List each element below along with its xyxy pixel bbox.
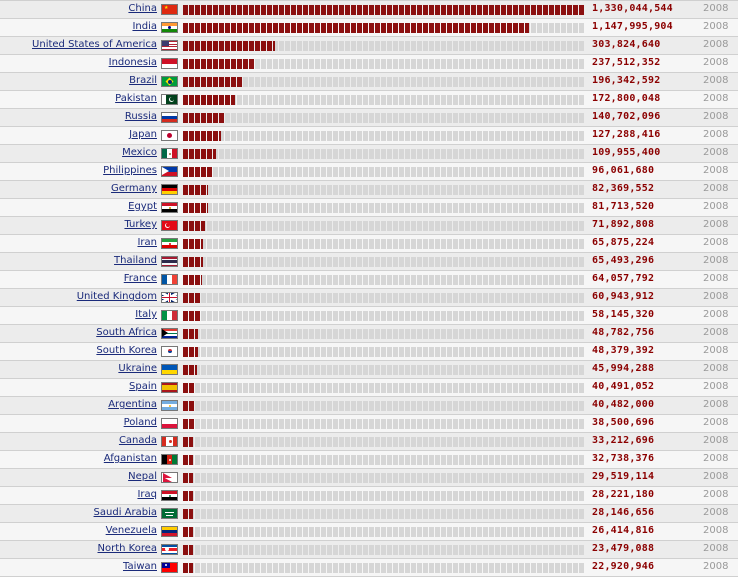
italy-flag-icon: [161, 310, 178, 321]
population-value: 33,212,696: [592, 435, 655, 446]
country-link[interactable]: Iran: [137, 237, 157, 248]
north-korea-flag-icon: [161, 544, 178, 555]
country-link[interactable]: North Korea: [97, 543, 157, 554]
bar-fill: [183, 347, 198, 357]
bar-fill: [183, 167, 212, 177]
table-row: [0, 361, 738, 379]
country-link[interactable]: China: [128, 3, 157, 14]
country-link[interactable]: India: [132, 21, 157, 32]
table-row: [0, 469, 738, 487]
country-link[interactable]: Nepal: [128, 471, 157, 482]
population-value: 65,875,224: [592, 237, 655, 248]
table-row: [0, 145, 738, 163]
population-value: 58,145,320: [592, 309, 655, 320]
table-row: [0, 415, 738, 433]
table-row: [0, 451, 738, 469]
table-row: [0, 19, 738, 37]
country-link[interactable]: Pakistan: [115, 93, 157, 104]
bar-track: [183, 347, 584, 357]
country-link[interactable]: Turkey: [124, 219, 157, 230]
bar-fill: [183, 257, 203, 267]
table-row: [0, 487, 738, 505]
country-link[interactable]: United Kingdom: [76, 291, 157, 302]
india-flag-icon: [161, 22, 178, 33]
bar-track: [183, 455, 584, 465]
population-value: 40,482,000: [592, 399, 655, 410]
country-link[interactable]: Indonesia: [108, 57, 157, 68]
bar-track: [183, 527, 584, 537]
population-value: 172,800,048: [592, 93, 661, 104]
table-row: [0, 73, 738, 91]
country-link[interactable]: Iraq: [137, 489, 157, 500]
bar-track: [183, 167, 584, 177]
bar-fill: [183, 23, 529, 33]
bar-fill: [183, 77, 242, 87]
year-label: 2008: [703, 561, 729, 572]
country-link[interactable]: Canada: [118, 435, 157, 446]
population-value: 127,288,416: [592, 129, 661, 140]
bar-fill: [183, 545, 193, 555]
population-value: 1,330,044,544: [592, 3, 673, 14]
table-row: [0, 127, 738, 145]
population-value: 303,824,640: [592, 39, 661, 50]
country-link[interactable]: Spain: [129, 381, 157, 392]
country-link[interactable]: Germany: [111, 183, 157, 194]
bar-track: [183, 239, 584, 249]
country-link[interactable]: Thailand: [114, 255, 157, 266]
spain-flag-icon: [161, 382, 178, 393]
bar-fill: [183, 383, 195, 393]
year-label: 2008: [703, 129, 729, 140]
population-value: 40,491,052: [592, 381, 655, 392]
population-value: 29,519,114: [592, 471, 655, 482]
year-label: 2008: [703, 273, 729, 284]
country-link[interactable]: Venezuela: [105, 525, 157, 536]
year-label: 2008: [703, 489, 729, 500]
table-row: [0, 253, 738, 271]
bar-track: [183, 491, 584, 501]
year-label: 2008: [703, 147, 729, 158]
france-flag-icon: [161, 274, 178, 285]
country-link[interactable]: Japan: [129, 129, 157, 140]
thailand-flag-icon: [161, 256, 178, 267]
bar-track: [183, 509, 584, 519]
population-value: 38,500,696: [592, 417, 655, 428]
table-row: [0, 523, 738, 541]
bar-track: [183, 275, 584, 285]
bar-track: [183, 419, 584, 429]
year-label: 2008: [703, 183, 729, 194]
country-link[interactable]: Philippines: [103, 165, 157, 176]
population-value: 48,782,756: [592, 327, 655, 338]
afghanistan-flag-icon: [161, 454, 178, 465]
bar-fill: [183, 527, 193, 537]
bar-fill: [183, 95, 235, 105]
taiwan-flag-icon: [161, 562, 178, 573]
indonesia-flag-icon: [161, 58, 178, 69]
russia-flag-icon: [161, 112, 178, 123]
population-value: 196,342,592: [592, 75, 661, 86]
year-label: 2008: [703, 327, 729, 338]
year-label: 2008: [703, 345, 729, 356]
country-link[interactable]: Mexico: [122, 147, 157, 158]
bar-track: [183, 383, 584, 393]
population-value: 32,738,376: [592, 453, 655, 464]
bar-track: [183, 473, 584, 483]
table-row: [0, 217, 738, 235]
iran-flag-icon: [161, 238, 178, 249]
year-label: 2008: [703, 363, 729, 374]
year-label: 2008: [703, 453, 729, 464]
bar-track: [183, 95, 584, 105]
bar-fill: [183, 419, 195, 429]
poland-flag-icon: [161, 418, 178, 429]
bar-fill: [183, 203, 208, 213]
population-value: 1,147,995,904: [592, 21, 673, 32]
bar-track: [183, 203, 584, 213]
bar-fill: [183, 149, 216, 159]
uk-flag-icon: [161, 292, 178, 303]
bar-fill: [183, 311, 201, 321]
year-label: 2008: [703, 471, 729, 482]
year-label: 2008: [703, 111, 729, 122]
bar-track: [183, 437, 584, 447]
population-value: 71,892,808: [592, 219, 655, 230]
table-row: [0, 1, 738, 19]
pakistan-flag-icon: [161, 94, 178, 105]
country-link[interactable]: Russia: [124, 111, 157, 122]
brazil-flag-icon: [161, 76, 178, 87]
population-value: 45,994,288: [592, 363, 655, 374]
table-row: [0, 235, 738, 253]
bar-track: [183, 131, 584, 141]
table-row: [0, 91, 738, 109]
bar-fill: [183, 437, 193, 447]
egypt-flag-icon: [161, 202, 178, 213]
table-row: [0, 37, 738, 55]
table-row: [0, 505, 738, 523]
population-value: 48,379,392: [592, 345, 655, 356]
turkey-flag-icon: [161, 220, 178, 231]
bar-track: [183, 185, 584, 195]
table-row: [0, 109, 738, 127]
year-label: 2008: [703, 417, 729, 428]
table-row: [0, 325, 738, 343]
population-value: 237,512,352: [592, 57, 661, 68]
year-label: 2008: [703, 255, 729, 266]
country-link[interactable]: Argentina: [108, 399, 157, 410]
south-korea-flag-icon: [161, 346, 178, 357]
ukraine-flag-icon: [161, 364, 178, 375]
country-link[interactable]: South Korea: [96, 345, 157, 356]
year-label: 2008: [703, 237, 729, 248]
bar-track: [183, 113, 584, 123]
population-value: 65,493,296: [592, 255, 655, 266]
table-row: [0, 163, 738, 181]
year-label: 2008: [703, 291, 729, 302]
bar-fill: [183, 329, 198, 339]
year-label: 2008: [703, 75, 729, 86]
year-label: 2008: [703, 435, 729, 446]
population-value: 26,414,816: [592, 525, 655, 536]
japan-flag-icon: [161, 130, 178, 141]
bar-fill: [183, 59, 255, 69]
bar-fill: [183, 275, 202, 285]
table-row: [0, 55, 738, 73]
population-value: 109,955,400: [592, 147, 661, 158]
table-row: [0, 343, 738, 361]
mexico-flag-icon: [161, 148, 178, 159]
year-label: 2008: [703, 543, 729, 554]
bar-track: [183, 149, 584, 159]
nepal-flag-icon: [161, 472, 178, 483]
bar-fill: [183, 113, 225, 123]
bar-track: [183, 365, 584, 375]
year-label: 2008: [703, 39, 729, 50]
country-link[interactable]: Poland: [123, 417, 157, 428]
population-value: 22,920,946: [592, 561, 655, 572]
bar-track: [183, 401, 584, 411]
population-value: 140,702,096: [592, 111, 661, 122]
bar-track: [183, 311, 584, 321]
bar-track: [183, 77, 584, 87]
country-link[interactable]: South Africa: [96, 327, 157, 338]
canada-flag-icon: [161, 436, 178, 447]
country-link[interactable]: United States of America: [32, 39, 157, 50]
country-link[interactable]: Saudi Arabia: [93, 507, 157, 518]
population-value: 60,943,912: [592, 291, 655, 302]
table-row: [0, 433, 738, 451]
iraq-flag-icon: [161, 490, 178, 501]
country-link[interactable]: France: [123, 273, 157, 284]
germany-flag-icon: [161, 184, 178, 195]
year-label: 2008: [703, 201, 729, 212]
venezuela-flag-icon: [161, 526, 178, 537]
argentina-flag-icon: [161, 400, 178, 411]
population-value: 28,146,656: [592, 507, 655, 518]
bar-track: [183, 221, 584, 231]
table-row: [0, 199, 738, 217]
year-label: 2008: [703, 399, 729, 410]
population-value: 23,479,088: [592, 543, 655, 554]
bar-fill: [183, 473, 193, 483]
year-label: 2008: [703, 3, 729, 14]
year-label: 2008: [703, 165, 729, 176]
bar-fill: [183, 5, 584, 15]
bar-fill: [183, 293, 201, 303]
bar-track: [183, 5, 584, 15]
country-link[interactable]: Egypt: [128, 201, 157, 212]
bar-track: [183, 257, 584, 267]
bar-track: [183, 59, 584, 69]
bar-fill: [183, 563, 193, 573]
year-label: 2008: [703, 525, 729, 536]
table-row: [0, 559, 738, 577]
year-label: 2008: [703, 507, 729, 518]
bar-track: [183, 23, 584, 33]
bar-fill: [183, 239, 203, 249]
bar-fill: [183, 131, 221, 141]
philippines-flag-icon: [161, 166, 178, 177]
population-value: 64,057,792: [592, 273, 655, 284]
year-label: 2008: [703, 309, 729, 320]
bar-fill: [183, 455, 193, 465]
bar-fill: [183, 401, 195, 411]
year-label: 2008: [703, 219, 729, 230]
south-africa-flag-icon: [161, 328, 178, 339]
bar-track: [183, 293, 584, 303]
country-link[interactable]: Brazil: [129, 75, 157, 86]
table-row: [0, 307, 738, 325]
table-row: [0, 379, 738, 397]
table-row: [0, 397, 738, 415]
population-value: 96,061,680: [592, 165, 655, 176]
bar-fill: [183, 365, 197, 375]
saudi-arabia-flag-icon: [161, 508, 178, 519]
country-link[interactable]: Afganistan: [103, 453, 157, 464]
bar-fill: [183, 185, 208, 195]
population-value: 81,713,520: [592, 201, 655, 212]
country-link[interactable]: Italy: [135, 309, 157, 320]
table-row: [0, 541, 738, 559]
year-label: 2008: [703, 381, 729, 392]
table-row: [0, 289, 738, 307]
country-link[interactable]: Ukraine: [118, 363, 157, 374]
bar-track: [183, 41, 584, 51]
table-row: [0, 181, 738, 199]
country-link[interactable]: Taiwan: [122, 561, 157, 572]
year-label: 2008: [703, 21, 729, 32]
bar-fill: [183, 491, 193, 501]
bar-track: [183, 563, 584, 573]
year-label: 2008: [703, 93, 729, 104]
table-row: [0, 271, 738, 289]
china-flag-icon: ★: [161, 4, 178, 15]
year-label: 2008: [703, 57, 729, 68]
bar-track: [183, 329, 584, 339]
population-value: 82,369,552: [592, 183, 655, 194]
population-value: 28,221,180: [592, 489, 655, 500]
bar-fill: [183, 41, 275, 51]
bar-track: [183, 545, 584, 555]
bar-fill: [183, 509, 193, 519]
bar-fill: [183, 221, 205, 231]
usa-flag-icon: [161, 40, 178, 51]
